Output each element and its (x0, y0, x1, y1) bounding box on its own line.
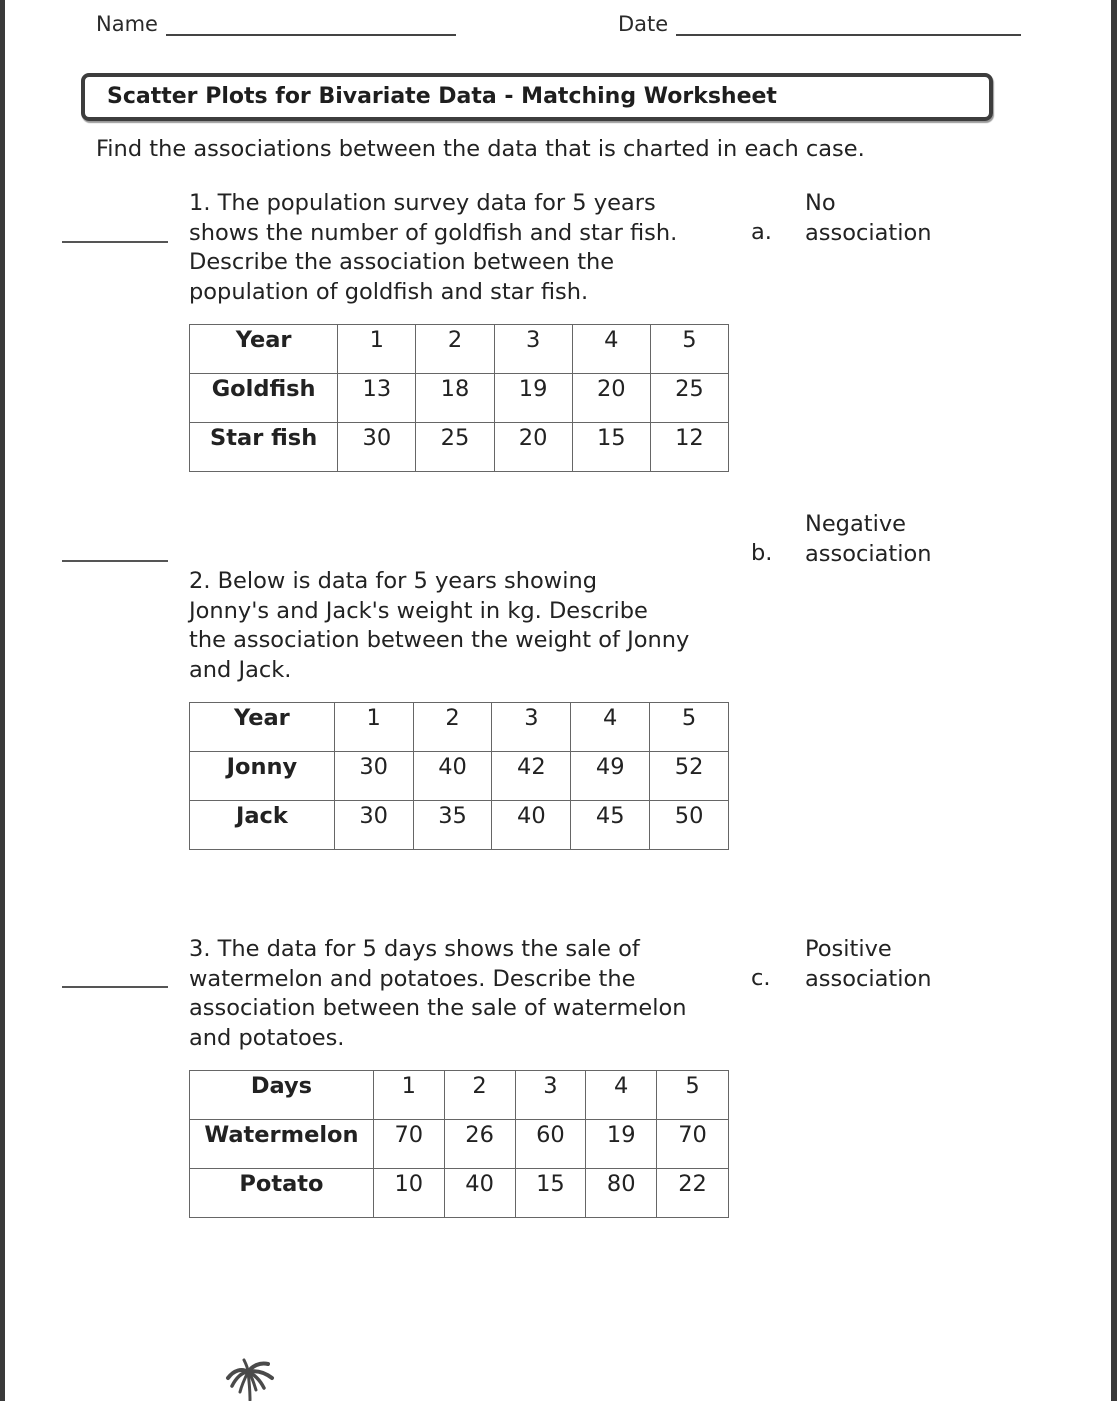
page-border-left (0, 0, 5, 1401)
table-cell: 50 (650, 801, 729, 850)
question-2-text (189, 567, 689, 685)
table-cell: 18 (416, 374, 494, 423)
table-cell: 49 (571, 752, 650, 801)
table-cell: Jonny (190, 752, 335, 801)
worksheet-title: Scatter Plots for Bivariate Data - Matching Worksheet (107, 84, 777, 109)
date-input-line[interactable] (676, 8, 1021, 36)
table-row (190, 1120, 729, 1169)
question-line: 3. The data for 5 days shows the sale of (189, 936, 640, 962)
option-a-line2: association (805, 219, 932, 246)
table-cell: 70 (373, 1120, 444, 1169)
table-row (190, 423, 729, 472)
answer-blank-3[interactable] (62, 986, 168, 988)
answer-blank-1[interactable] (62, 241, 168, 243)
question-line: and potatoes. (189, 1024, 345, 1051)
table-cell: 3 (515, 1071, 586, 1120)
question-line: population of goldfish and star fish. (189, 278, 589, 305)
table-cell: 30 (334, 801, 413, 850)
table-cell: 15 (515, 1169, 586, 1218)
title-box (81, 73, 993, 121)
table-cell: 19 (494, 374, 572, 423)
table-cell: 40 (492, 801, 571, 850)
table-cell: 25 (416, 423, 494, 472)
table-cell: 52 (650, 752, 729, 801)
option-a-letter: a. (751, 219, 772, 245)
option-c-letter: c. (751, 965, 771, 991)
table-header-row (190, 325, 729, 374)
table-cell: 20 (572, 374, 650, 423)
table-cell: 25 (650, 374, 728, 423)
table-cell: 15 (572, 423, 650, 472)
table-cell: 2 (444, 1071, 515, 1120)
table-cell: 26 (444, 1120, 515, 1169)
table-cell: 10 (373, 1169, 444, 1218)
option-b-letter: b. (751, 540, 773, 566)
table-cell: Potato (190, 1169, 374, 1218)
table-cell: Goldfish (190, 374, 338, 423)
option-a-line1: No (805, 190, 836, 216)
option-c-line1: Positive (805, 936, 892, 962)
question-line: Describe the association between the (189, 249, 615, 276)
question-line: shows the number of goldfish and star fish. (189, 219, 678, 246)
table-cell: 22 (657, 1169, 729, 1218)
palm-tree-icon (222, 1358, 282, 1401)
table-cell: 30 (334, 752, 413, 801)
table-cell: 5 (657, 1071, 729, 1120)
table-cell: 1 (373, 1071, 444, 1120)
table-cell: Year (190, 703, 335, 752)
table-cell: 60 (515, 1120, 586, 1169)
table-cell: 4 (571, 703, 650, 752)
table-row (190, 374, 729, 423)
question-line: and Jack. (189, 656, 292, 683)
question-1-table (189, 324, 729, 472)
question-line: watermelon and potatoes. Describe the (189, 965, 636, 992)
option-a (805, 189, 932, 248)
option-c-line2: association (805, 965, 932, 992)
option-b-line1: Negative (805, 511, 906, 537)
table-cell: 4 (572, 325, 650, 374)
table-cell: 4 (586, 1071, 657, 1120)
name-field (96, 8, 456, 36)
option-b (805, 510, 932, 569)
question-line: Jonny's and Jack's weight in kg. Describe (189, 597, 648, 624)
table-cell: 1 (338, 325, 416, 374)
table-cell: 5 (650, 325, 728, 374)
table-cell: 13 (338, 374, 416, 423)
page-border-right (1111, 0, 1117, 1401)
table-cell: Days (190, 1071, 374, 1120)
question-2-table (189, 702, 729, 850)
table-header-row (190, 703, 729, 752)
table-cell: 2 (413, 703, 492, 752)
table-cell: 1 (334, 703, 413, 752)
question-line: the association between the weight of Jonny (189, 627, 690, 654)
table-cell: 40 (413, 752, 492, 801)
table-cell: 42 (492, 752, 571, 801)
table-cell: 5 (650, 703, 729, 752)
name-label: Name (96, 12, 158, 36)
table-cell: 19 (586, 1120, 657, 1169)
table-cell: Star fish (190, 423, 338, 472)
table-cell: 80 (586, 1169, 657, 1218)
table-cell: 12 (650, 423, 728, 472)
question-line: 1. The population survey data for 5 years (189, 190, 656, 216)
table-cell: 30 (338, 423, 416, 472)
instructions: Find the associations between the data that is charted in each case. (96, 136, 865, 162)
table-row (190, 752, 729, 801)
question-line: 2. Below is data for 5 years showing (189, 568, 597, 594)
table-row (190, 801, 729, 850)
table-cell: 45 (571, 801, 650, 850)
question-3-text (189, 935, 687, 1053)
table-cell: Year (190, 325, 338, 374)
table-cell: 35 (413, 801, 492, 850)
table-cell: 20 (494, 423, 572, 472)
question-line: association between the sale of watermelon (189, 995, 687, 1022)
date-label: Date (618, 12, 669, 36)
table-cell: 3 (494, 325, 572, 374)
table-cell: 70 (657, 1120, 729, 1169)
table-header-row (190, 1071, 729, 1120)
option-b-line2: association (805, 540, 932, 567)
option-c (805, 935, 932, 994)
name-input-line[interactable] (166, 8, 456, 36)
table-cell: 2 (416, 325, 494, 374)
question-1-text (189, 189, 677, 307)
table-cell: Jack (190, 801, 335, 850)
date-field (618, 8, 1021, 36)
table-cell: Watermelon (190, 1120, 374, 1169)
question-3-table (189, 1070, 729, 1218)
table-row (190, 1169, 729, 1218)
answer-blank-2[interactable] (62, 560, 168, 562)
table-cell: 3 (492, 703, 571, 752)
table-cell: 40 (444, 1169, 515, 1218)
